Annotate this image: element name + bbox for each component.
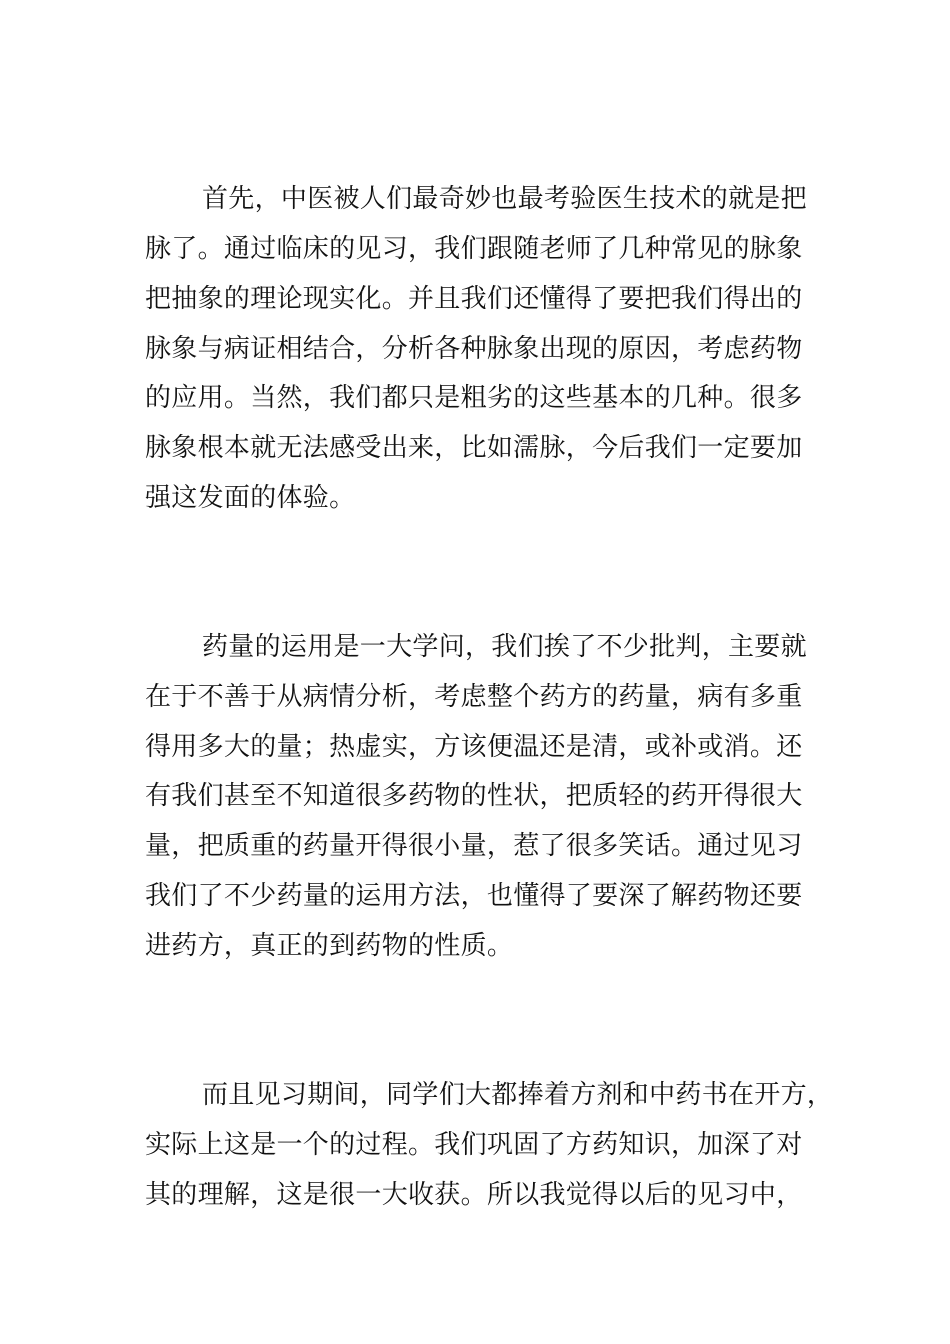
text-line: 脉了。通过临床的见习，我们跟随老师了几种常见的脉象: [145, 234, 803, 264]
text-line: 进药方，真正的到药物的性质。: [145, 931, 514, 961]
text-line: 脉象与病证相结合，分析各种脉象出现的原因，考虑药物: [145, 334, 803, 364]
text-line: 得用多大的量；热虚实，方该便温还是清，或补或消。还: [145, 732, 803, 762]
text-line: 把抽象的理论现实化。并且我们还懂得了要把我们得出的: [145, 284, 803, 314]
text-line: 有我们甚至不知道很多药物的性状，把质轻的药开得很大: [145, 781, 803, 811]
text-line: 脉象根本就无法感受出来，比如濡脉，今后我们一定要加: [145, 433, 803, 463]
text-line: 的应用。当然，我们都只是粗劣的这些基本的几种。很多: [145, 383, 803, 413]
text-line: 强这发面的体验。: [145, 483, 356, 513]
text-line: 而且见习期间，同学们大都捧着方剂和中药书在开方，: [202, 1080, 834, 1110]
text-line: 我们了不少药量的运用方法，也懂得了要深了解药物还要: [145, 881, 803, 911]
text-line: 在于不善于从病情分析，考虑整个药方的药量，病有多重: [145, 682, 803, 712]
text-line: 首先，中医被人们最奇妙也最考验医生技术的就是把: [202, 184, 807, 214]
text-line: 实际上这是一个的过程。我们巩固了方药知识，加深了对: [145, 1130, 803, 1160]
text-line: 药量的运用是一大学问，我们挨了不少批判，主要就: [202, 632, 807, 662]
text-line: 其的理解，这是很一大收获。所以我觉得以后的见习中，: [145, 1180, 803, 1210]
text-line: 量，把质重的药量开得很小量，惹了很多笑话。通过见习: [145, 831, 803, 861]
